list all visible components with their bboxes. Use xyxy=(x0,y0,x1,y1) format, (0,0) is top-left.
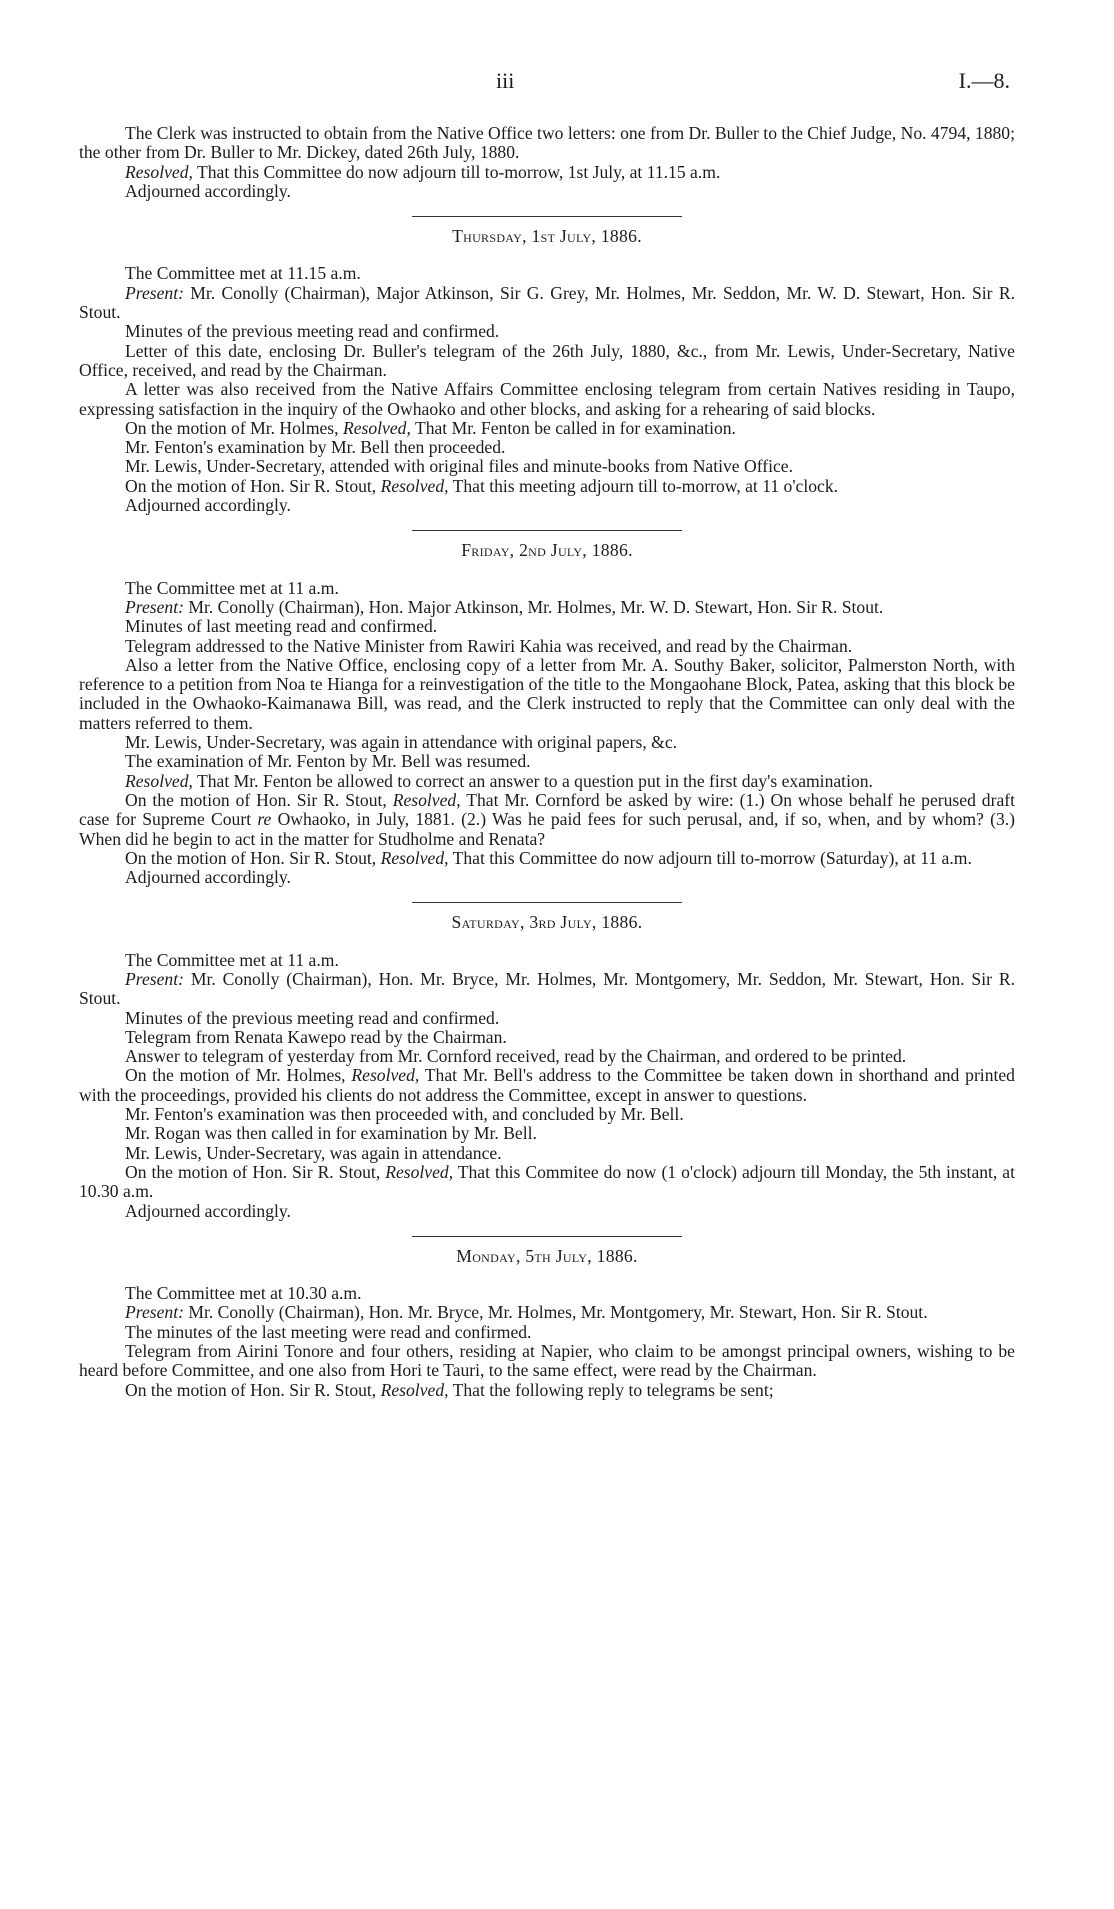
minutes-paragraph xyxy=(79,970,1015,1009)
italic-term: Resolved, xyxy=(125,770,193,791)
paragraph-text: Mr. Conolly (Chairman), Hon. Mr. Bryce, Mr. Holmes, Mr. Montgomery, Mr. Seddon, Mr. Stewart, Hon. Sir R. Stout. xyxy=(79,968,1015,1009)
minutes-paragraph xyxy=(79,163,1015,182)
minutes-paragraph xyxy=(79,1105,1015,1124)
paragraph-text: Answer to telegram of yesterday from Mr. Cornford received, read by the Chairman, and ordered to be printed. xyxy=(125,1046,907,1067)
paragraph-text: Mr. Rogan was then called in for examination by Mr. Bell. xyxy=(125,1123,537,1144)
italic-term: Resolved, xyxy=(380,847,449,868)
italic-term: Resolved, xyxy=(380,475,449,496)
paragraph-text: Owhaoko, in July, 1881. (2.) Was he paid fees for such perusal, and, if so, when, and by whom? (3.) When did he begin to act in the matter for Studholme and Renata? xyxy=(79,809,1015,849)
minutes-paragraph xyxy=(79,1066,1015,1105)
minutes-paragraph xyxy=(79,1028,1015,1047)
meeting-year: 1886. xyxy=(587,540,633,561)
italic-term: Resolved, xyxy=(385,1161,454,1182)
minutes-paragraph xyxy=(79,1047,1015,1066)
paragraph-text: That this Committee do now adjourn till to-morrow, 1st July, at 11.15 a.m. xyxy=(192,161,721,182)
paragraph-text: Adjourned accordingly. xyxy=(125,1200,291,1221)
paragraph-text: On the motion of Hon. Sir R. Stout, xyxy=(125,789,393,810)
paragraph-text: Adjourned accordingly. xyxy=(125,495,291,516)
meeting-date-heading xyxy=(79,541,1015,560)
italic-term: Resolved, xyxy=(125,161,193,182)
paragraph-text: Mr. Lewis, Under-Secretary, attended with original files and minute-books from Native Office. xyxy=(125,456,794,477)
paragraph-text: Mr. Conolly (Chairman), Hon. Major Atkinson, Mr. Holmes, Mr. W. D. Stewart, Hon. Sir R. Stout. xyxy=(183,596,884,617)
minutes-paragraph xyxy=(79,598,1015,617)
minutes-paragraph xyxy=(79,1284,1015,1303)
paragraph-text: The minutes of the last meeting were read and confirmed. xyxy=(125,1321,532,1342)
paragraph-text: That this meeting adjourn till to-morrow, at 11 o'clock. xyxy=(448,475,839,496)
paragraph-text: Letter of this date, enclosing Dr. Buller's telegram of the 26th July, 1880, &c., from Mr. Lewis, Under-Secretary, Native Office, received, and read by the Chairman. xyxy=(79,340,1015,380)
paragraph-text: The Committee met at 11 a.m. xyxy=(125,577,339,598)
italic-term: re xyxy=(257,809,272,830)
paragraph-text: Adjourned accordingly. xyxy=(125,180,291,201)
paragraph-text: The Committee met at 11 a.m. xyxy=(125,949,339,970)
italic-term: Resolved, xyxy=(380,1379,449,1400)
paragraph-text: Mr. Lewis, Under-Secretary, was again in attendance with original papers, &c. xyxy=(125,732,678,753)
meeting-date: Thursday, 1st July, xyxy=(452,226,597,247)
paragraph-text: Mr. Fenton's examination by Mr. Bell then proceeded. xyxy=(125,437,506,458)
paragraph-text: Mr. Lewis, Under-Secretary, was again in attendance. xyxy=(125,1142,502,1163)
paragraph-text: On the motion of Hon. Sir R. Stout, xyxy=(125,1379,381,1400)
italic-term: Resolved, xyxy=(351,1065,420,1086)
page-header xyxy=(0,68,1114,100)
minutes-paragraph xyxy=(79,380,1015,419)
paragraph-text: That Mr. Fenton be called in for examination. xyxy=(410,417,736,438)
paragraph-text: Mr. Conolly (Chairman), Hon. Mr. Bryce, Mr. Holmes, Mr. Montgomery, Mr. Stewart, Hon. Sir R. Stout. xyxy=(183,1302,928,1323)
minutes-paragraph xyxy=(79,124,1015,163)
minutes-paragraph xyxy=(79,419,1015,438)
paragraph-text: Mr. Conolly (Chairman), Major Atkinson, Sir G. Grey, Mr. Holmes, Mr. Seddon, Mr. W. D. Stewart, Hon. Sir R. Stout. xyxy=(79,282,1015,323)
minutes-paragraph xyxy=(79,868,1015,887)
paragraph-text: Minutes of last meeting read and confirmed. xyxy=(125,616,438,637)
minutes-paragraph xyxy=(79,264,1015,283)
paragraph-text: A letter was also received from the Native Affairs Committee enclosing telegram from certain Natives residing in Taupo, expressing satisfaction in the inquiry of the Owhaoko and other blocks, and asking for a rehearing of said blocks. xyxy=(79,379,1015,419)
paragraph-text: On the motion of Mr. Holmes, xyxy=(125,1065,352,1086)
meeting-date: Saturday, 3rd July, xyxy=(451,912,597,933)
minutes-paragraph xyxy=(79,182,1015,201)
minutes-paragraph xyxy=(79,457,1015,476)
section-divider xyxy=(412,902,682,903)
minutes-paragraph xyxy=(79,1124,1015,1143)
paragraph-text: The Committee met at 10.30 a.m. xyxy=(125,1283,362,1304)
meeting-year: 1886. xyxy=(596,912,643,933)
meeting-date-heading xyxy=(79,227,1015,246)
meeting-year: 1886. xyxy=(591,1245,638,1266)
italic-term: Present: xyxy=(125,596,184,617)
paragraph-text: Minutes of the previous meeting read and confirmed. xyxy=(125,1007,500,1028)
section-divider xyxy=(412,1236,682,1237)
minutes-body xyxy=(79,124,1015,1400)
minutes-paragraph xyxy=(79,752,1015,771)
italic-term: Present: xyxy=(125,1302,184,1323)
paragraph-text: The Clerk was instructed to obtain from the Native Office two letters: one from Dr. Buller to the Chief Judge, No. 4794, 1880; the other from Dr. Buller to Mr. Dickey, dated 26th July, 1880. xyxy=(79,123,1015,163)
minutes-paragraph xyxy=(79,1303,1015,1322)
minutes-paragraph xyxy=(79,1202,1015,1221)
minutes-paragraph xyxy=(79,656,1015,733)
italic-term: Resolved, xyxy=(342,417,411,438)
minutes-paragraph xyxy=(79,438,1015,457)
section-divider xyxy=(412,530,682,531)
italic-term: Present: xyxy=(125,282,184,303)
paragraph-text: Telegram from Airini Tonore and four others, residing at Napier, who claim to be amongst principal owners, wishing to be heard before Committee, and one also from Hori te Tauri, to the same effect, were read by the Chairman. xyxy=(79,1341,1015,1381)
italic-term: Present: xyxy=(125,968,184,989)
paragraph-text: On the motion of Hon. Sir R. Stout, xyxy=(125,847,381,868)
minutes-paragraph xyxy=(79,342,1015,381)
minutes-paragraph xyxy=(79,477,1015,496)
minutes-paragraph xyxy=(79,496,1015,515)
minutes-paragraph xyxy=(79,1323,1015,1342)
minutes-paragraph xyxy=(79,579,1015,598)
meeting-date: Monday, 5th July, xyxy=(456,1245,592,1266)
minutes-paragraph xyxy=(79,951,1015,970)
minutes-paragraph xyxy=(79,1342,1015,1381)
paragraph-text: That the following reply to telegrams be sent; xyxy=(448,1379,774,1400)
minutes-paragraph xyxy=(79,322,1015,341)
session-reference: I.—8. xyxy=(958,68,1010,93)
paragraph-text: Also a letter from the Native Office, enclosing copy of a letter from Mr. A. Southy Baker, solicitor, Palmerston North, with reference to a petition from Noa te Hianga for a reinvestigation of the title to the Mongaohane Block, Patea, asking that this block be included in the Owhaoko-Kaimanawa Bill, was read, and the Clerk instructed to reply that the Committee can only deal with the matters referred to them. xyxy=(79,654,1015,733)
meeting-date: Friday, 2nd July, xyxy=(461,540,587,561)
minutes-paragraph xyxy=(79,1381,1015,1400)
paragraph-text: Telegram addressed to the Native Minister from Rawiri Kahia was received, and read by the Chairman. xyxy=(125,635,853,656)
paragraph-text: That Mr. Fenton be allowed to correct an answer to a question put in the first day's examination. xyxy=(192,770,873,791)
minutes-paragraph xyxy=(79,772,1015,791)
paragraph-text: Telegram from Renata Kawepo read by the Chairman. xyxy=(125,1026,507,1047)
italic-term: Resolved, xyxy=(392,789,461,810)
minutes-paragraph xyxy=(79,617,1015,636)
paragraph-text: On the motion of Hon. Sir R. Stout, xyxy=(125,1161,386,1182)
paragraph-text: That Mr. Cornford be asked by wire: (1.) On whose behalf he perused draft case for Supreme Court xyxy=(79,789,1016,830)
paragraph-text: Minutes of the previous meeting read and confirmed. xyxy=(125,321,500,342)
minutes-paragraph xyxy=(79,791,1015,849)
paragraph-text: The Committee met at 11.15 a.m. xyxy=(125,263,361,284)
page-number: iii xyxy=(496,68,515,93)
minutes-paragraph xyxy=(79,849,1015,868)
minutes-paragraph xyxy=(79,284,1015,323)
minutes-paragraph xyxy=(79,637,1015,656)
paragraph-text: The examination of Mr. Fenton by Mr. Bell was resumed. xyxy=(125,751,531,772)
minutes-paragraph xyxy=(79,733,1015,752)
paragraph-text: Mr. Fenton's examination was then proceeded with, and concluded by Mr. Bell. xyxy=(125,1104,684,1125)
meeting-date-heading xyxy=(79,1247,1015,1266)
minutes-paragraph xyxy=(79,1009,1015,1028)
paragraph-text: Adjourned accordingly. xyxy=(125,867,291,888)
section-divider xyxy=(412,216,682,217)
paragraph-text: That this Committee do now adjourn till to-morrow (Saturday), at 11 a.m. xyxy=(448,847,972,868)
paragraph-text: That Mr. Bell's address to the Committee be taken down in shorthand and printed with the proceedings, provided his clients do not address the Committee, except in answer to questions. xyxy=(79,1065,1015,1105)
meeting-date-heading xyxy=(79,913,1015,932)
meeting-year: 1886. xyxy=(596,226,642,247)
paragraph-text: On the motion of Hon. Sir R. Stout, xyxy=(125,475,381,496)
paragraph-text: On the motion of Mr. Holmes, xyxy=(125,417,343,438)
minutes-paragraph xyxy=(79,1163,1015,1202)
minutes-paragraph xyxy=(79,1144,1015,1163)
paragraph-text: That this Commitee do now (1 o'clock) adjourn till Monday, the 5th instant, at 10.30 a.m. xyxy=(79,1161,1016,1202)
